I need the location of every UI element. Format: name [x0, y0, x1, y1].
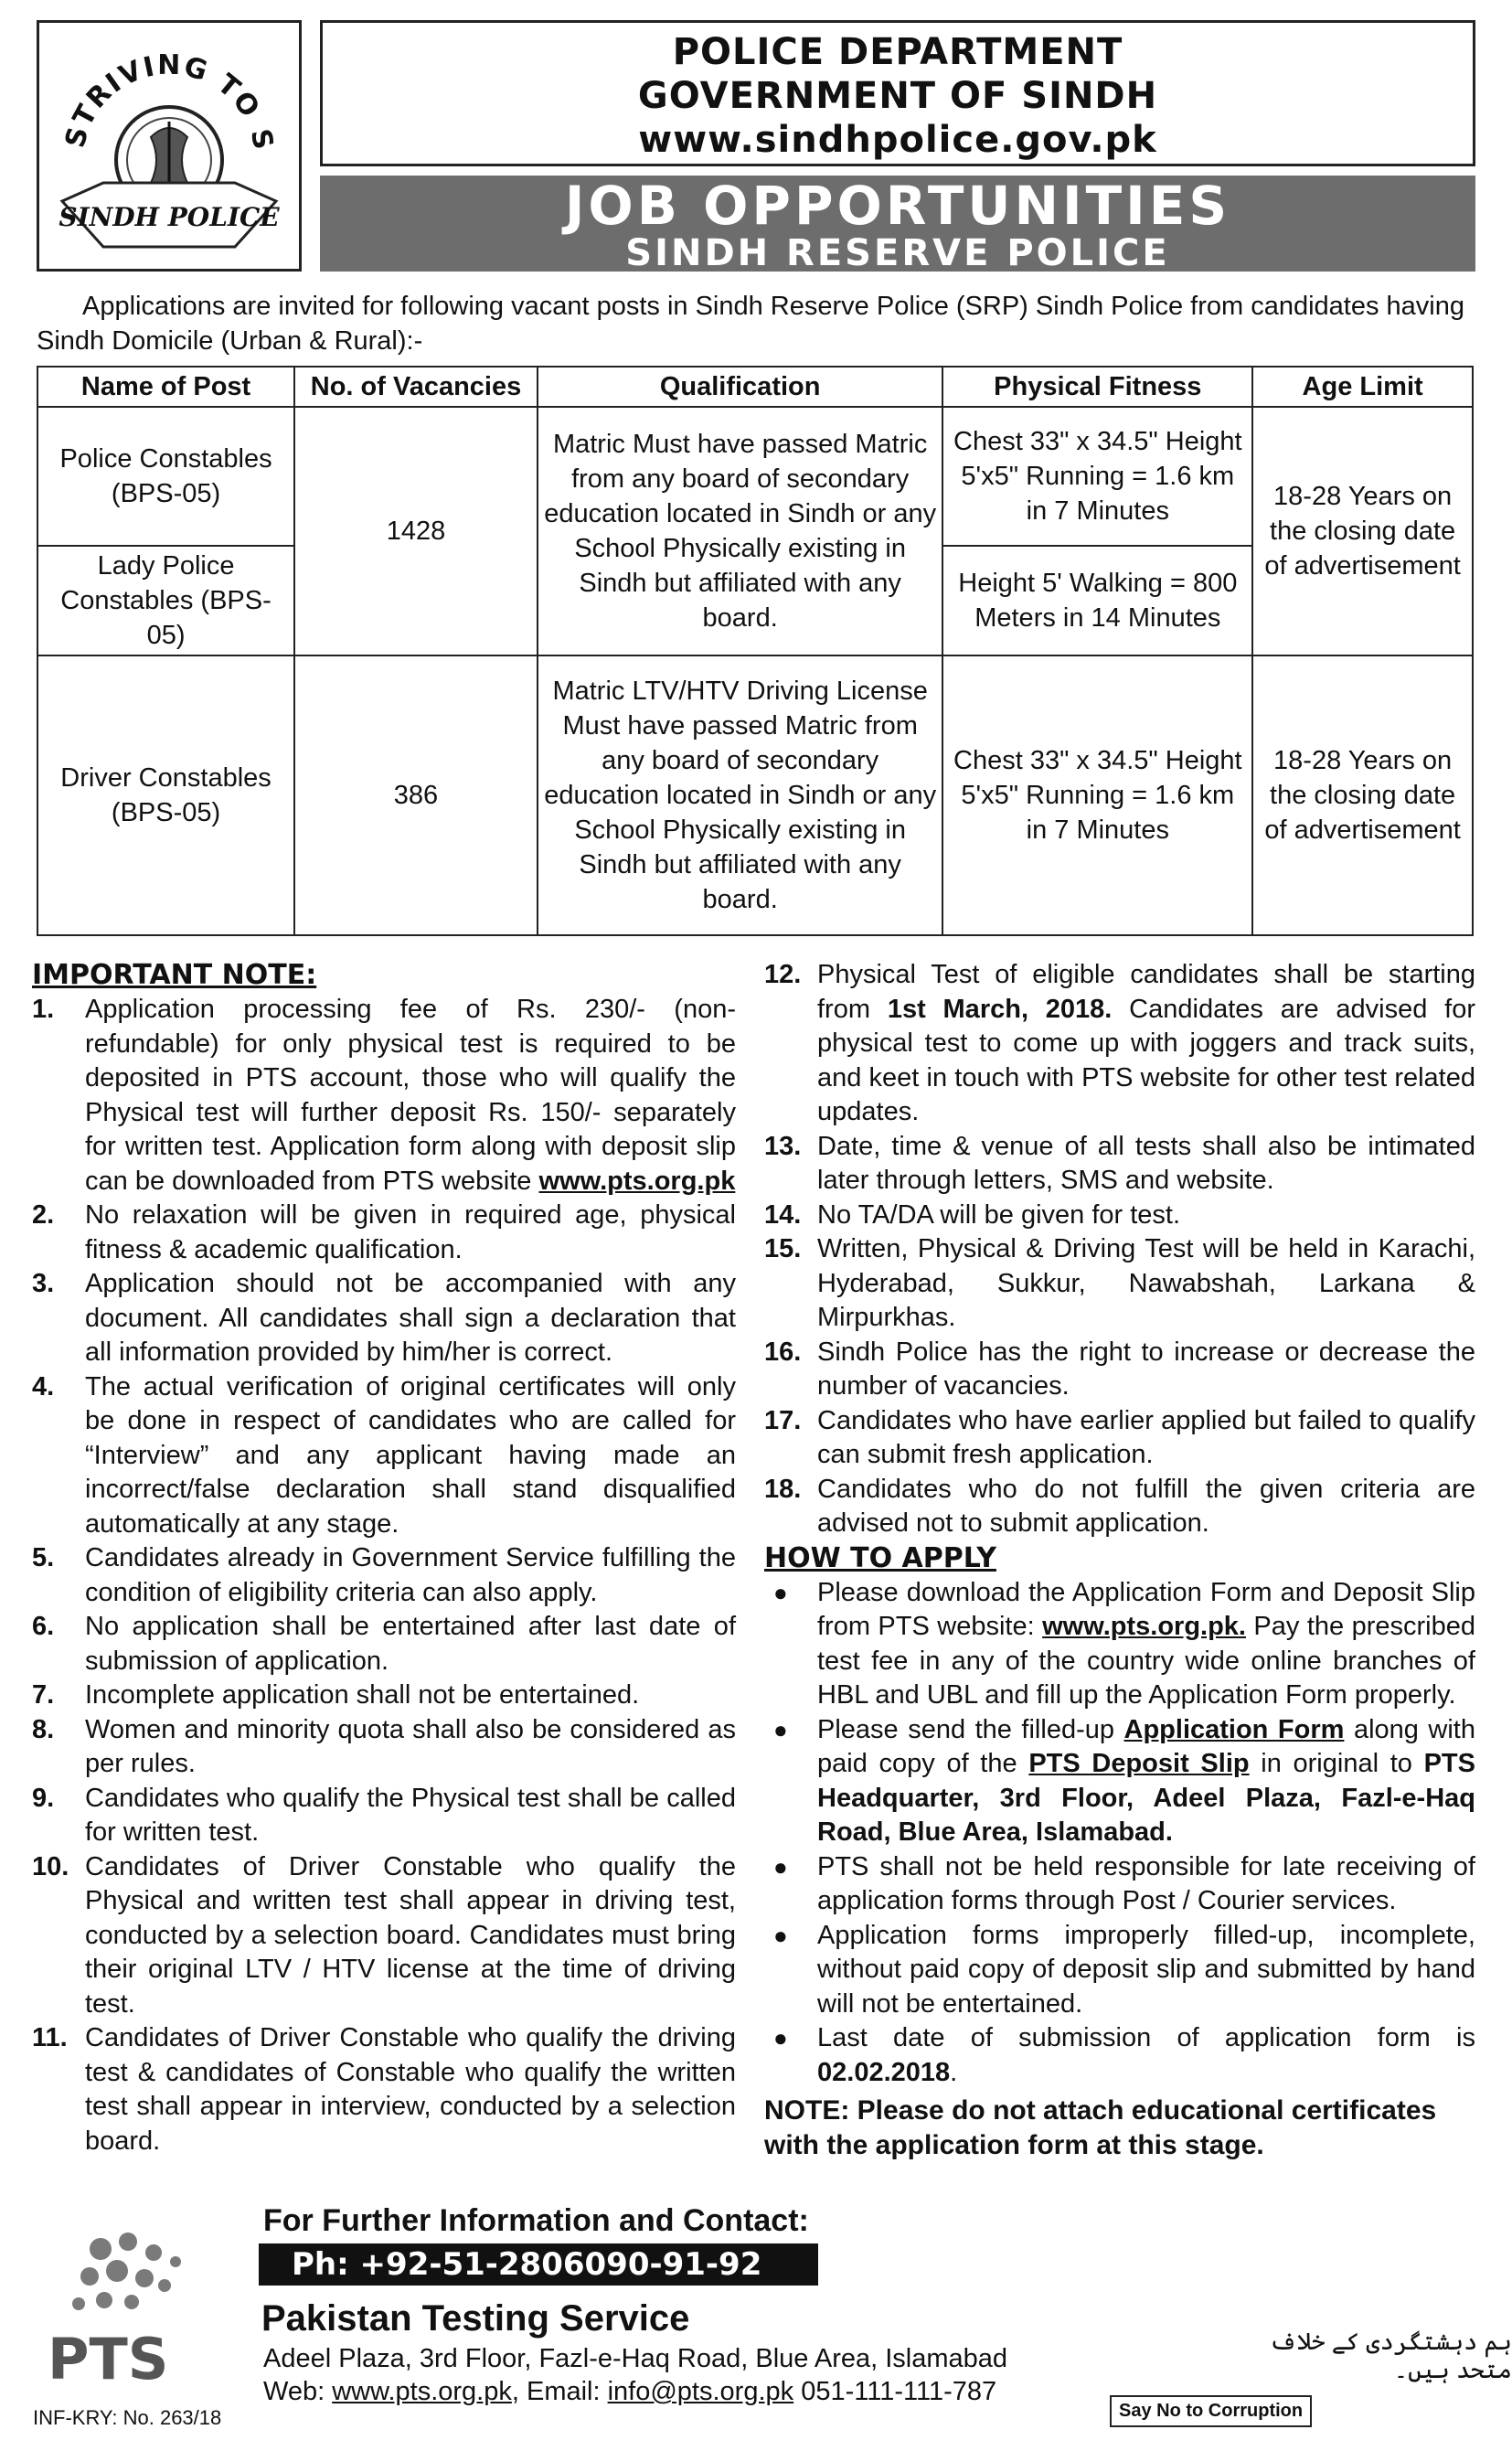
- table-row: [37, 655, 1473, 935]
- item-text: No TA/DA will be given for test.: [817, 1199, 1181, 1230]
- item-number: 16.: [764, 1337, 802, 1367]
- continued-notes-section: [764, 958, 1475, 2163]
- item-text: Candidates of Driver Constable who qualify the driving test & candidates of Constable who qualify the written test shall appear in interview, conducted by a selection board.: [85, 2023, 736, 2156]
- item-text-body: Physical Test of eligible candidates shall be starting from: [817, 960, 1475, 1024]
- banner-subtitle: SINDH RESERVE POLICE: [625, 232, 1170, 274]
- item-text: [817, 1713, 1475, 1850]
- item-number: 4.: [32, 1371, 55, 1401]
- list-item: [764, 1404, 1475, 1473]
- item-text-body: in original to: [1249, 1749, 1424, 1778]
- deposit-slip-link[interactable]: PTS Deposit Slip: [1028, 1749, 1250, 1778]
- item-text: [817, 2021, 1475, 2090]
- bullet-icon: ●: [773, 2024, 788, 2051]
- list-item: [32, 1713, 736, 1782]
- important-note-section: [32, 958, 736, 2158]
- list-item: [764, 958, 1475, 1130]
- reference-number: INF-KRY: No. 263/18: [33, 2406, 222, 2429]
- col-header-vacancies: No. of Vacancies: [294, 367, 538, 407]
- bullet-icon: ●: [773, 1852, 788, 1881]
- item-text-body: Last date of submission of application form is: [817, 2023, 1475, 2052]
- list-item: [32, 1678, 736, 1713]
- police-emblem-icon: [39, 23, 299, 269]
- item-number: 15.: [764, 1234, 802, 1263]
- col-header-age: Age Limit: [1252, 367, 1473, 407]
- fitness-cell: Chest 33" x 34.5" Height 5'x5" Running = 1.6 km in 7 Minutes: [942, 407, 1252, 546]
- list-item: [764, 2021, 1475, 2090]
- item-number: 18.: [764, 1474, 802, 1504]
- pts-contact-line: [263, 2377, 996, 2407]
- table-header-row: [37, 367, 1473, 407]
- uan-number: 051-111-111-787: [793, 2377, 997, 2406]
- list-item: [764, 1130, 1475, 1199]
- age-cell: 18-28 Years on the closing date of advertisement: [1252, 407, 1473, 655]
- email-label: , Email:: [511, 2377, 608, 2406]
- item-text: Candidates who qualify the Physical test shall be called for written test.: [85, 1783, 736, 1847]
- item-text: No relaxation will be given in required age, physical fitness & academic qualification.: [85, 1200, 736, 1264]
- col-header-qualification: Qualification: [538, 367, 942, 407]
- item-number: 7.: [32, 1680, 55, 1710]
- item-text: Candidates who do not fulfill the given criteria are advised not to submit application.: [817, 1474, 1475, 1538]
- sindh-police-logo: [37, 20, 302, 272]
- list-item: [32, 1370, 736, 1542]
- list-item: [764, 1473, 1475, 1541]
- item-number: 9.: [32, 1783, 55, 1813]
- bullet-icon: ●: [773, 1715, 788, 1743]
- department-website[interactable]: www.sindhpolice.gov.pk: [638, 119, 1157, 161]
- department-header: [320, 20, 1475, 166]
- fitness-cell: Height 5' Walking = 800 Meters in 14 Minutes: [942, 546, 1252, 655]
- pts-email-link[interactable]: info@pts.org.pk: [607, 2377, 794, 2406]
- item-text: Written, Physical & Driving Test will be held in Karachi, Hyderabad, Sukkur, Nawabshah, Larkana & Mirpurkhas.: [817, 1234, 1475, 1332]
- svg-text:STRIVING TO SERVE: STRIVING TO S: [59, 48, 280, 155]
- item-text: No application shall be entertained after last date of submission of application.: [85, 1612, 736, 1676]
- item-text-body: Application processing fee of Rs. 230/- (non-refundable) for only physical test is required to be deposited in PTS account, those who will qualify the Physical test will further deposit Rs. 150/- separately for written test. Application form along with deposit slip can be downloaded from PTS website: [85, 995, 736, 1196]
- item-text-body: along with paid copy of the: [817, 1714, 1475, 1778]
- post-cell: Lady Police Constables (BPS-05): [37, 546, 294, 655]
- item-text: The actual verification of original certificates will only be done in respect of candidates who are called for “Interview” and any applicant having made an incorrect/false declaration shall stand disqualified automatically at any stage.: [85, 1371, 736, 1539]
- government-name: GOVERNMENT OF SINDH: [637, 75, 1158, 117]
- item-number: 6.: [32, 1612, 55, 1641]
- web-label: Web:: [263, 2377, 333, 2406]
- list-item: [764, 1713, 1475, 1850]
- item-text: Women and minority quota shall also be considered as per rules.: [85, 1714, 736, 1778]
- item-number: 11.: [32, 2023, 68, 2052]
- banner-title: JOB OPPORTUNITIES: [564, 175, 1231, 237]
- bullet-icon: ●: [773, 1921, 788, 1949]
- department-name: POLICE DEPARTMENT: [672, 31, 1123, 73]
- list-item: [764, 1232, 1475, 1336]
- item-number: 13.: [764, 1131, 802, 1161]
- vacancies-cell: 386: [294, 655, 538, 935]
- item-number: 1.: [32, 995, 55, 1024]
- list-item: [32, 1782, 736, 1850]
- item-text-body: Please send the filled-up: [817, 1714, 1124, 1744]
- pts-address: Adeel Plaza, 3rd Floor, Fazl-e-Haq Road, Blue Area, Islamabad: [263, 2344, 1008, 2373]
- item-number: 2.: [32, 1200, 55, 1230]
- svg-text:SINDH POLICE: SINDH POLICE: [59, 202, 280, 232]
- list-item: [764, 1919, 1475, 2022]
- fitness-cell: Chest 33" x 34.5" Height 5'x5" Running = 1.6 km in 7 Minutes: [942, 655, 1252, 935]
- col-header-fitness: Physical Fitness: [942, 367, 1252, 407]
- list-item: [32, 1267, 736, 1370]
- item-number: 3.: [32, 1269, 55, 1298]
- job-banner: [320, 176, 1475, 272]
- bullet-icon: ●: [773, 1578, 788, 1606]
- pts-org-name: Pakistan Testing Service: [261, 2298, 690, 2339]
- pts-website-link[interactable]: www.pts.org.pk.: [1042, 1612, 1246, 1641]
- list-item: [764, 1850, 1475, 1919]
- pts-hq-address: PTS Headquarter, 3rd Floor, Adeel Plaza, Fazl-e-Haq Road, Blue Area, Islamabad.: [817, 1749, 1475, 1847]
- item-text: [85, 993, 736, 1199]
- item-number: 5.: [32, 1543, 55, 1572]
- vacancies-table: [37, 366, 1474, 936]
- item-text: Candidates of Driver Constable who qualify the Physical and written test shall appear in driving test, conducted by a selection board. Candidates must bring their original LTV / HTV license at the time of driving test.: [85, 1851, 736, 2019]
- post-cell: Police Constables (BPS-05): [37, 407, 294, 546]
- item-number: 10.: [32, 1851, 69, 1881]
- item-number: 14.: [764, 1199, 802, 1230]
- list-item: [32, 1541, 736, 1610]
- item-text-body: .: [950, 2057, 958, 2087]
- col-header-post: Name of Post: [37, 367, 294, 407]
- table-row: [37, 407, 1473, 546]
- physical-test-date: 1st March, 2018.: [887, 994, 1113, 1024]
- pts-emblem-icon: [37, 2212, 219, 2409]
- list-item: [32, 993, 736, 1199]
- post-cell: Driver Constables (BPS-05): [37, 655, 294, 935]
- list-item: [32, 1199, 736, 1267]
- application-form-link[interactable]: Application Form: [1123, 1714, 1345, 1744]
- anti-corruption-badge: Say No to Corruption: [1110, 2395, 1312, 2427]
- intro-paragraph: Applications are invited for following vacant posts in Sindh Reserve Police (SRP) Sindh Police from candidates having Sindh Domicile (Urban & Rural):-: [37, 292, 1465, 356]
- item-text: Candidates who have earlier applied but failed to qualify can submit fresh application.: [817, 1405, 1475, 1469]
- list-item: [764, 1576, 1475, 1713]
- pts-logo-text: PTS: [48, 2326, 169, 2392]
- list-item: [764, 1336, 1475, 1404]
- vacancies-cell: 1428: [294, 407, 538, 655]
- phone-number[interactable]: Ph: +92-51-2806090-91-92: [259, 2243, 818, 2286]
- contact-heading: For Further Information and Contact:: [263, 2203, 809, 2238]
- pts-logo: [37, 2212, 219, 2409]
- item-text: Date, time & venue of all tests shall also be intimated later through letters, SMS and website.: [817, 1131, 1475, 1195]
- item-text: [817, 1576, 1475, 1713]
- certificates-note: NOTE: Please do not attach educational certificates with the application form at this stage.: [764, 2095, 1437, 2160]
- item-text-body: Pay the prescribed test fee in any of the country wide online branches of HBL and UBL and fill up the Application Form properly.: [817, 1612, 1475, 1710]
- urdu-slogan: ہم دہشتگردی کے خلاف متحد ہیں۔: [1269, 2328, 1512, 2383]
- list-item: [764, 1199, 1475, 1233]
- pts-website-link[interactable]: www.pts.org.pk: [332, 2377, 512, 2406]
- item-number: 12.: [764, 960, 802, 989]
- qualification-cell: Matric LTV/HTV Driving License Must have passed Matric from any board of secondary education located in Sindh or any School Physically existing in Sindh but affiliated with any board.: [538, 655, 942, 935]
- item-number: 8.: [32, 1714, 55, 1744]
- list-item: [32, 1850, 736, 2022]
- item-text: Application should not be accompanied with any document. All candidates shall sign a declaration that all information provided by him/her is correct.: [85, 1269, 736, 1367]
- item-number: 17.: [764, 1405, 802, 1435]
- item-text: Incomplete application shall not be entertained.: [85, 1680, 640, 1710]
- item-text: Candidates already in Government Service fulfilling the condition of eligibility criteria can also apply.: [85, 1543, 736, 1607]
- item-text: [817, 958, 1475, 1130]
- last-date: 02.02.2018: [817, 2057, 951, 2087]
- item-text: Sindh Police has the right to increase or decrease the number of vacancies.: [817, 1337, 1475, 1401]
- list-item: [32, 2021, 736, 2158]
- item-text: Application forms improperly filled-up, incomplete, without paid copy of deposit slip and submitted by hand will not be entertained.: [817, 1920, 1475, 2019]
- age-cell: 18-28 Years on the closing date of advertisement: [1252, 655, 1473, 935]
- list-item: [32, 1610, 736, 1678]
- item-text-body: Candidates are advised for physical test to come up with joggers and track suits, and keet in touch with PTS website for other test related updates.: [817, 994, 1476, 1126]
- pts-website-link[interactable]: www.pts.org.pk: [538, 1166, 736, 1196]
- important-note-title: IMPORTANT NOTE:: [32, 959, 317, 991]
- how-to-apply-title: HOW TO APPLY: [764, 1541, 996, 1574]
- qualification-cell: Matric Must have passed Matric from any board of secondary education located in Sindh or any School Physically existing in Sindh but affiliated with any board.: [538, 407, 942, 655]
- item-text: PTS shall not be held responsible for late receiving of application forms through Post / Courier services.: [817, 1851, 1475, 1915]
- item-text-body: Please download the Application Form and Deposit Slip from PTS website:: [817, 1577, 1475, 1641]
